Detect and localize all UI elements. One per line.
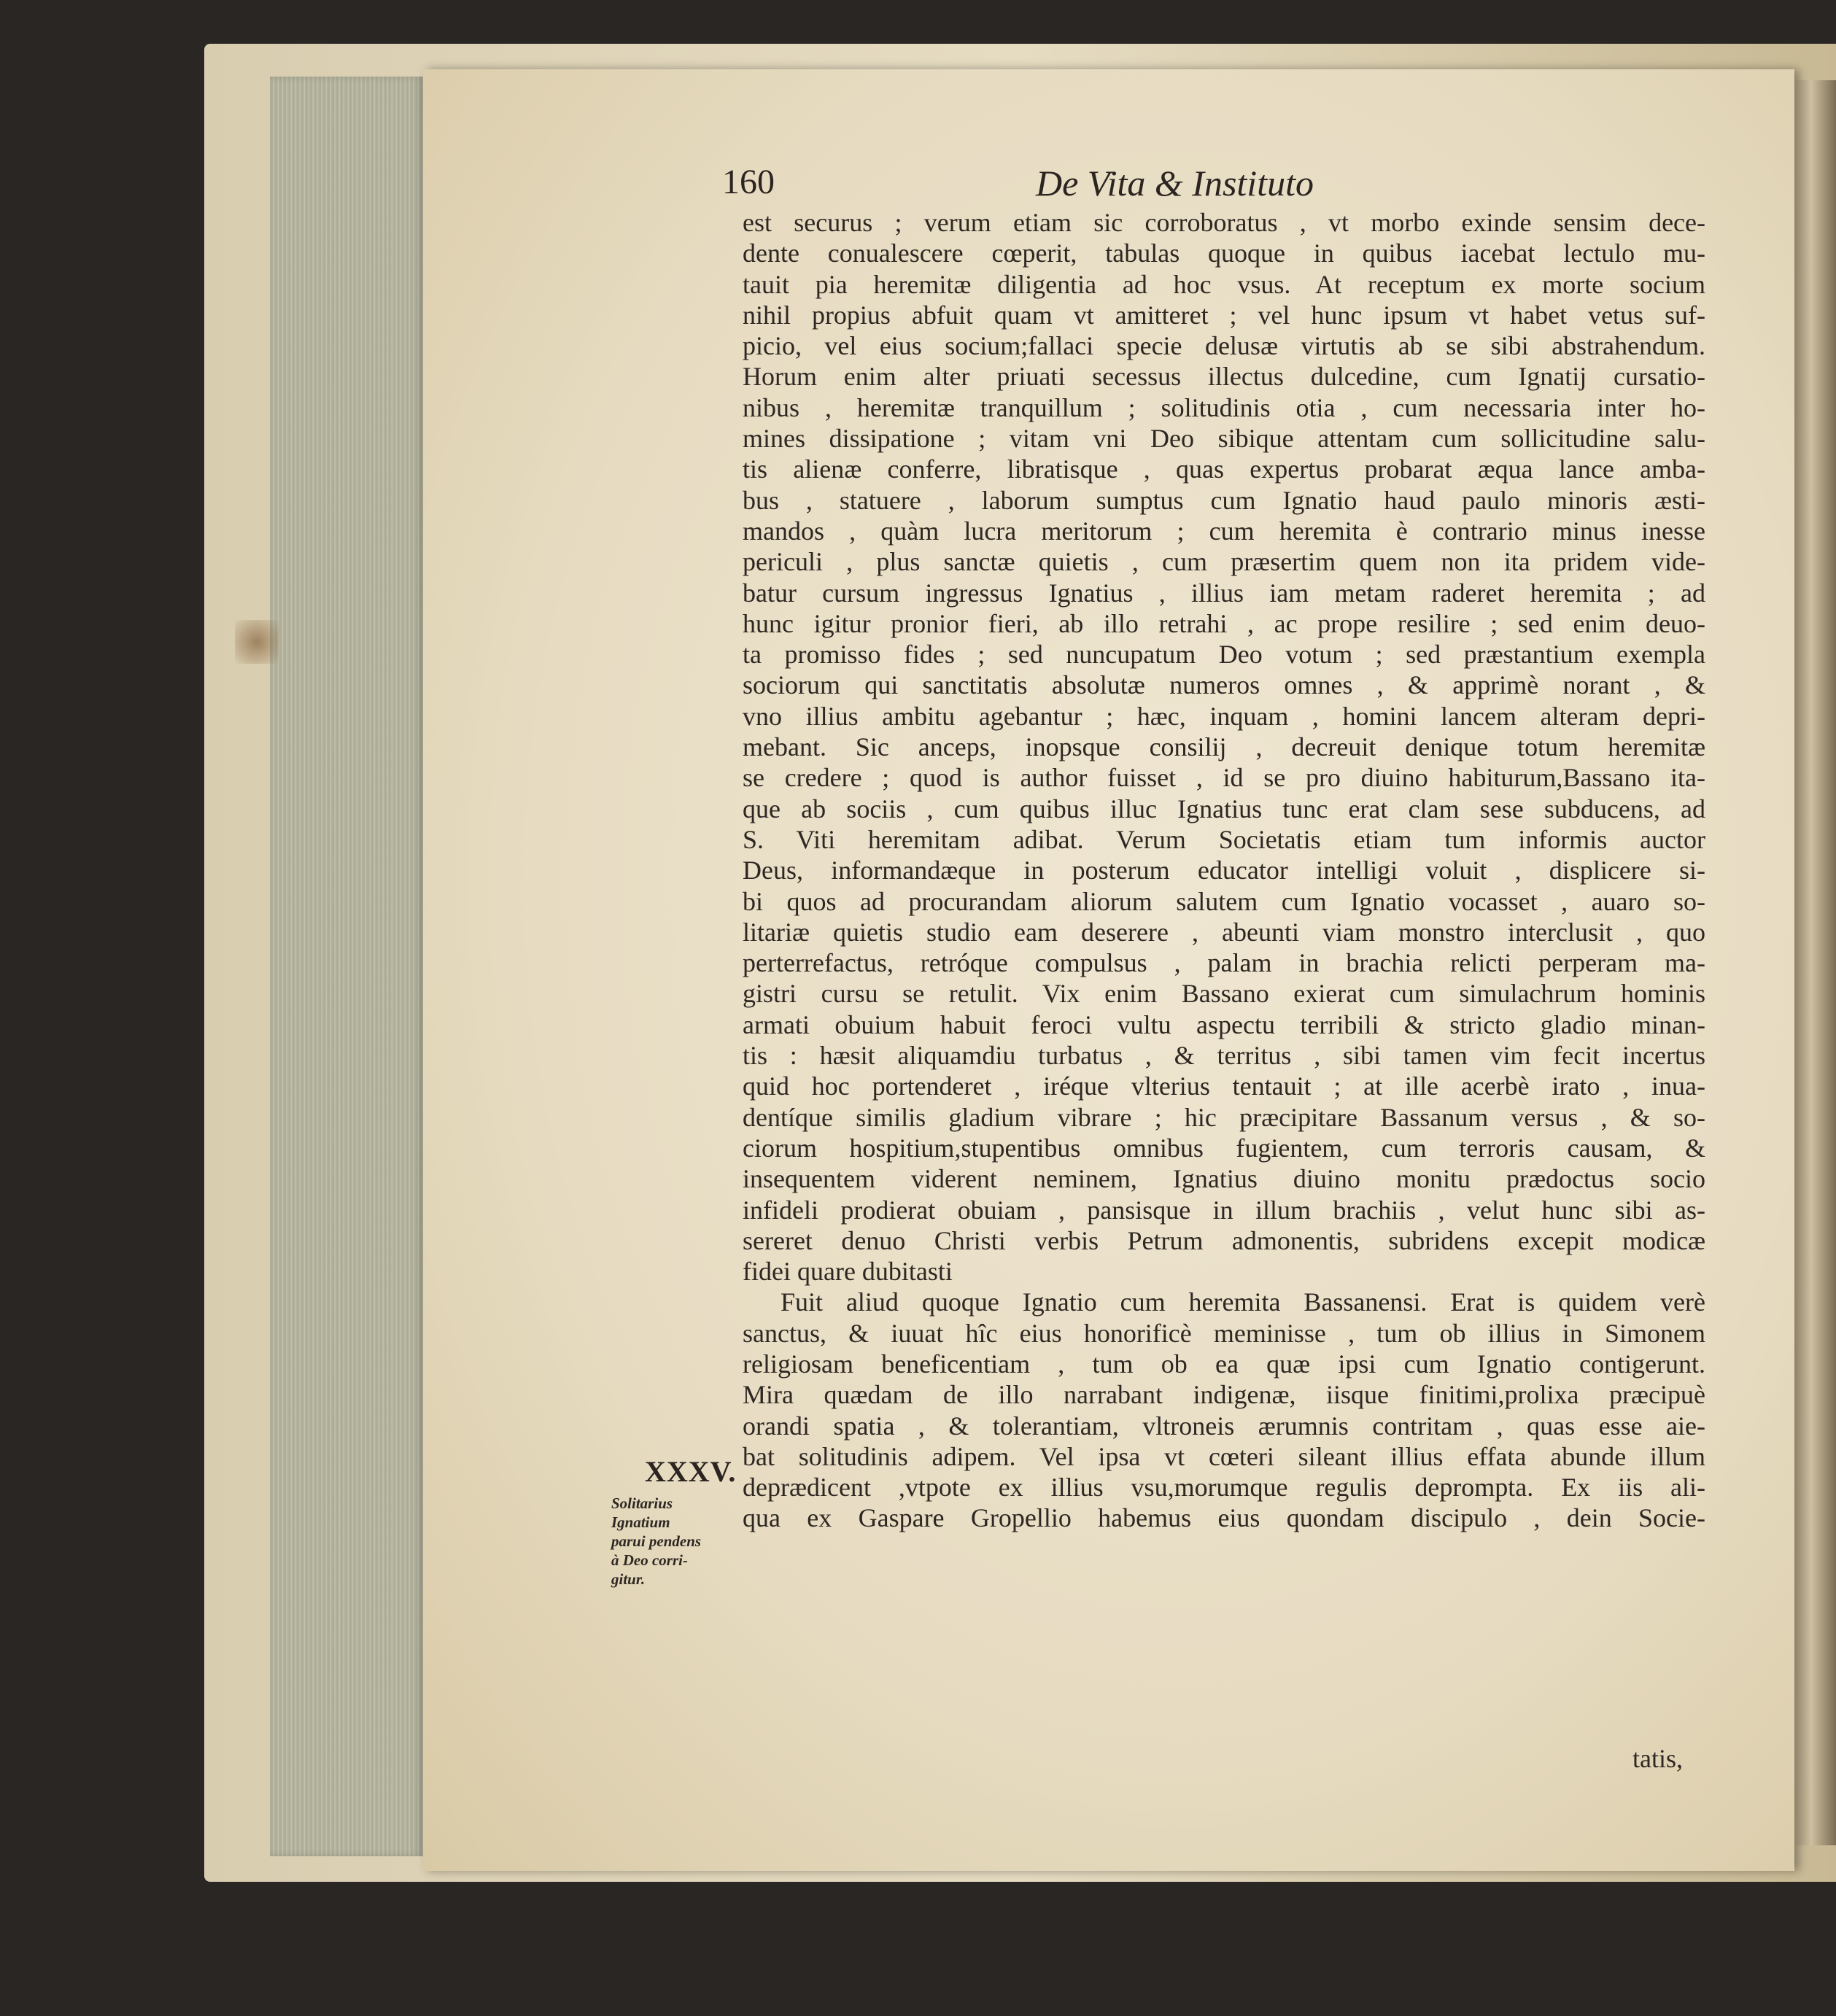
text-line: hunc igitur pronior fieri, ab illo retrahi , ac prope resilire ; sed enim deuo- (743, 608, 1705, 638)
text-line: nibus , heremitæ tranquillum ; solitudinis otia , cum necessaria inter ho- (743, 392, 1705, 422)
text-line: litariæ quietis studio eam deserere , abeunti viam monstro interclusit , quo (743, 917, 1705, 947)
text-line: Fuit aliud quoque Ignatio cum heremita Bassanensi. Erat is quidem verè (781, 1287, 1705, 1317)
text-line: dente conualescere cœperit, tabulas quoque in quibus iacebat lectulo mu- (743, 239, 1705, 268)
text-line: ta promisso fides ; sed nuncupatum Deo votum ; sed præstantium exempla (743, 640, 1705, 670)
text-line: perterrefactus, retróque compulsus , palam in brachia relicti perperam ma- (743, 948, 1705, 978)
text-line: qua ex Gaspare Gropellio habemus eius quondam discipulo , dein Socie- (743, 1503, 1705, 1533)
text-line: bus , statuere , laborum sumptus cum Ignatio haud paulo minoris æsti- (743, 485, 1705, 515)
page-edges (270, 77, 423, 1856)
margin-note-line: Solitarius (611, 1494, 673, 1512)
text-line: quid hoc portenderet , iréque vlterius tentauit ; at ille acerbè irato , inua- (743, 1071, 1705, 1101)
text-line: bi quos ad procurandam aliorum salutem cum Ignatio vocasset , auaro so- (743, 886, 1705, 916)
body-text (743, 207, 1705, 1534)
text-line: mandos , quàm lucra meritorum ; cum heremita è contrario minus inesse (743, 516, 1705, 546)
margin-note (611, 1494, 739, 1589)
margin-note-line: à Deo corri- (611, 1551, 688, 1569)
text-line: Horum enim alter priuati secessus illectus dulcedine, cum Ignatij cursatio- (743, 362, 1705, 392)
catchword: tatis, (1632, 1744, 1683, 1773)
text-line: insequentem viderent neminem, Ignatius diuino monitu prædoctus socio (743, 1164, 1705, 1194)
text-line: nihil propius abfuit quam vt amitteret ; vel hunc ipsum vt habet vetus suf- (743, 300, 1705, 330)
stain-mark (235, 620, 279, 664)
text-line: sereret denuo Christi verbis Petrum admonentis, subridens excepit modicæ (743, 1225, 1705, 1255)
text-line: periculi , plus sanctæ quietis , cum præsertim quem non ita pridem vide- (743, 547, 1705, 577)
text-line: orandi spatia , & tolerantiam, vltroneis ærumnis contritam , quas esse aie- (743, 1411, 1705, 1441)
section-number: XXXV. (645, 1455, 737, 1488)
text-line: batur cursum ingressus Ignatius , illius iam metam raderet heremita ; ad (743, 578, 1705, 608)
text-line: armati obuium habuit feroci vultu aspectu terribili & stricto gladio minan- (743, 1009, 1705, 1039)
right-page-edge (1794, 80, 1836, 1845)
text-line: se credere ; quod is author fuisset , id se pro diuino habiturum,Bassano ita- (743, 763, 1705, 793)
margin-note-line: parui pendens (611, 1532, 702, 1550)
text-line: est securus ; verum etiam sic corroboratus , vt morbo exinde sensim dece- (743, 208, 1705, 237)
text-line: gistri cursu se retulit. Vix enim Bassano exierat cum simulachrum hominis (743, 979, 1705, 1009)
text-line: picio, vel eius socium;fallaci specie delusæ virtutis ab se sibi abstrahendum. (743, 331, 1705, 361)
text-line: Deus, informandæque in posterum educator intelligi voluit , displicere si- (743, 856, 1705, 885)
text-line: sanctus, & iuuat hîc eius honorificè meminisse , tum ob illius in Simonem (743, 1318, 1705, 1348)
text-line: fidei quare dubitasti (743, 1257, 953, 1287)
text-line: deprædicent ,vtpote ex illius vsu,morumque regulis deprompta. Ex iis ali- (743, 1473, 1705, 1503)
text-line: S. Viti heremitam adibat. Verum Societatis etiam tum informis auctor (743, 824, 1705, 854)
text-line: bat solitudinis adipem. Vel ipsa vt cœteri sileant illius effata abunde illum (743, 1441, 1705, 1471)
running-head: De Vita & Instituto (1036, 163, 1314, 203)
text-line: infideli prodierat obuiam , pansisque in illum brachiis , velut hunc sibi as- (743, 1195, 1705, 1225)
text-line: mines dissipatione ; vitam vni Deo sibique attentam cum sollicitudine salu- (743, 424, 1705, 454)
page-number: 160 (722, 163, 775, 201)
text-line: que ab sociis , cum quibus illuc Ignatius tunc erat clam sese subducens, ad (743, 794, 1705, 823)
text-line: tis : hæsit aliquamdiu turbatus , & territus , sibi tamen vim fecit incertus (743, 1041, 1705, 1071)
text-line: mebant. Sic anceps, inopsque consilij , decreuit denique totum heremitæ (743, 732, 1705, 762)
margin-note-line: gitur. (611, 1570, 646, 1588)
text-line: Mira quædam de illo narrabant indigenæ, iisque finitimi,prolixa præcipuè (743, 1380, 1705, 1410)
text-line: religiosam beneficentiam , tum ob ea quæ ipsi cum Ignatio contigerunt. (743, 1349, 1705, 1379)
margin-note-line: Ignatium (611, 1513, 670, 1531)
text-line: tis alienæ conferre, libratisque , quas expertus probarat æqua lance amba- (743, 454, 1705, 484)
text-line: ciorum hospitium,stupentibus omnibus fugientem, cum terroris causam, & (743, 1133, 1705, 1163)
text-line: tauit pia heremitæ diligentia ad hoc vsus. At receptum ex morte socium (743, 269, 1705, 299)
text-line: dentíque similis gladium vibrare ; hic præcipitare Bassanum versus , & so- (743, 1102, 1705, 1132)
text-line: vno illius ambitu agebantur ; hæc, inquam , homini lancem alteram depri- (743, 701, 1705, 731)
text-line: sociorum qui sanctitatis absolutæ numeros omnes , & apprimè norant , & (743, 670, 1705, 700)
